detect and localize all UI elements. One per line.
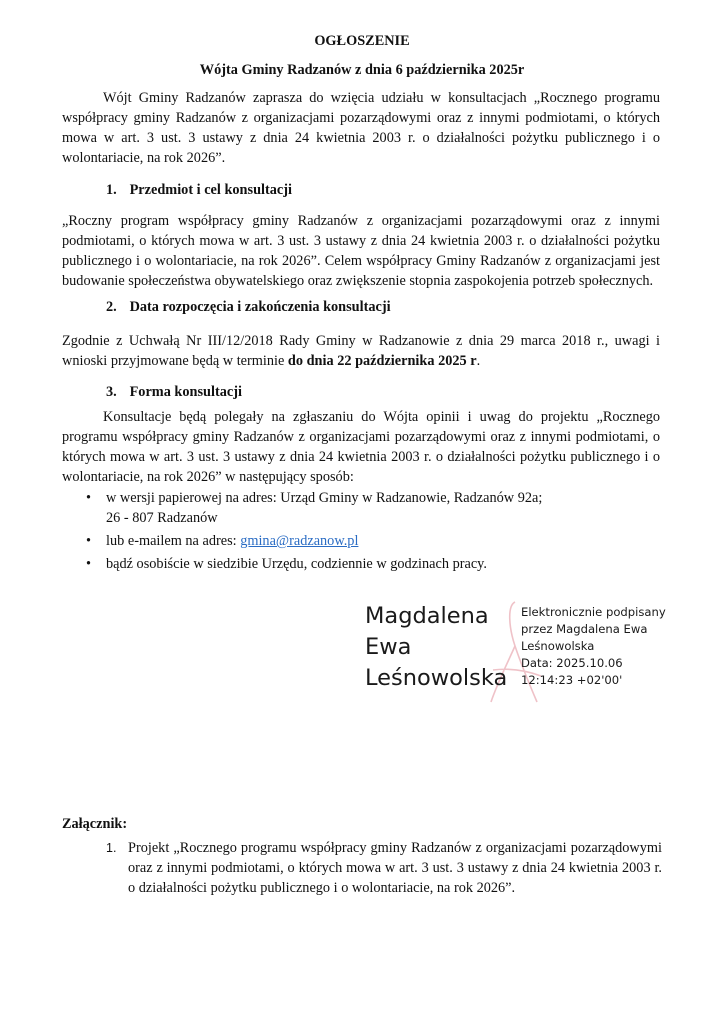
section-3-body: Konsultacje będą polegały na zgłaszaniu do Wójta opinii i uwag do projektu „Rocznego programu współpracy gminy Radzanów z organizacjami pozarządowymi oraz z innymi podmiotami, o których mowa w art. 3 ust. 3 ustawy z dnia 24 kwietnia 2003 r. o działalności pożytku publicznego i o wolontariacie, na rok 2026” w następujący sposób: (62, 409, 660, 485)
attachment-number: 1. (106, 841, 117, 855)
signature-details (521, 604, 666, 689)
section-2-body (62, 331, 660, 371)
section-1-body: „Roczny program współpracy gminy Radzanów z organizacjami pozarządowymi oraz z innymi podmiotami, o których mowa w art. 3 ust. 3 ustawy z dnia 24 kwietnia 2003 r. o działalności pożytku publicznego i o wolontariacie, na rok 2026”. Celem współpracy Gminy Radzanów z organizacjami jest budowanie społeczeństwa obywatelskiego oraz zwiększenie stopnia zaspokojenia potrzeb społecznych. (62, 213, 660, 289)
list-item (84, 488, 664, 528)
document-title: OGŁOSZENIE (314, 33, 410, 49)
section-title: Forma konsultacji (129, 384, 242, 400)
list-item (106, 838, 662, 898)
signature-name-line: Ewa (365, 634, 412, 660)
section-2-heading (106, 299, 391, 316)
attachment-list (106, 838, 662, 898)
list-item (84, 531, 664, 551)
intro-paragraph: Wójt Gminy Radzanów zaprasza do wzięcia udziału w konsultacjach „Rocznego programu współpracy gminy Radzanów z organizacjami pozarządowymi oraz z innymi podmiotami, o których mowa w art. 3 ust. 3 ustawy z dnia 24 kwietnia 2003 r. o działalności pożytku publicznego i o wolontariacie, na rok 2026”. (62, 90, 660, 166)
signature-time: 12:14:23 +02'00' (521, 673, 623, 687)
submission-methods-list (84, 488, 664, 577)
in-person-text: bądź osobiście w siedzibie Urzędu, codziennie w godzinach pracy. (106, 556, 487, 572)
attachment-text: Projekt „Rocznego programu współpracy gminy Radzanów z organizacjami pozarządowymi oraz z innymi podmiotami, o których mowa w art. 3 ust. 3 ustawy z dnia 24 kwietnia 2003 r. o działalności pożytku publicznego i o wolontariacie, na rok 2026”. (128, 840, 662, 896)
bullet-icon: • (86, 490, 92, 506)
signature-date: Data: 2025.10.06 (521, 656, 623, 670)
section-2-text: Zgodnie z Uchwałą Nr III/12/2018 Rady Gminy w Radzanowie z dnia 29 marca 2018 r., uwagi i wnioski przyjmowane będą w terminie (62, 333, 660, 369)
signature-name (365, 601, 507, 694)
signature-name-line: Magdalena (365, 603, 489, 629)
section-3-heading (106, 384, 242, 401)
section-2-suffix: . (476, 353, 481, 369)
email-link[interactable]: gmina@radzanow.pl (240, 533, 359, 549)
postal-code-line: 26 - 807 Radzanów (106, 510, 218, 526)
section-number: 1. (106, 182, 117, 198)
section-title: Przedmiot i cel konsultacji (129, 182, 292, 198)
bullet-icon: • (86, 556, 92, 572)
list-item (84, 554, 664, 574)
attachment-title: Załącznik: (62, 816, 128, 832)
section-number: 2. (106, 299, 117, 315)
email-label: lub e-mailem na adres: (106, 533, 241, 549)
paper-address-line: w wersji papierowej na adres: Urząd Gminy w Radzanowie, Radzanów 92a; (106, 490, 543, 506)
deadline-date: do dnia 22 października 2025 r (287, 353, 477, 369)
section-number: 3. (106, 384, 117, 400)
signature-name-line: Leśnowolska (365, 665, 508, 691)
document-subtitle: Wójta Gminy Radzanów z dnia 6 października 2025r (199, 62, 525, 78)
signature-detail-line: przez Magdalena Ewa (521, 622, 648, 636)
signature-detail-line: Leśnowolska (521, 639, 595, 653)
signature-detail-line: Elektronicznie podpisany (521, 605, 666, 619)
bullet-icon: • (86, 533, 92, 549)
section-1-heading (106, 182, 292, 199)
section-title: Data rozpoczęcia i zakończenia konsultacji (129, 299, 391, 315)
